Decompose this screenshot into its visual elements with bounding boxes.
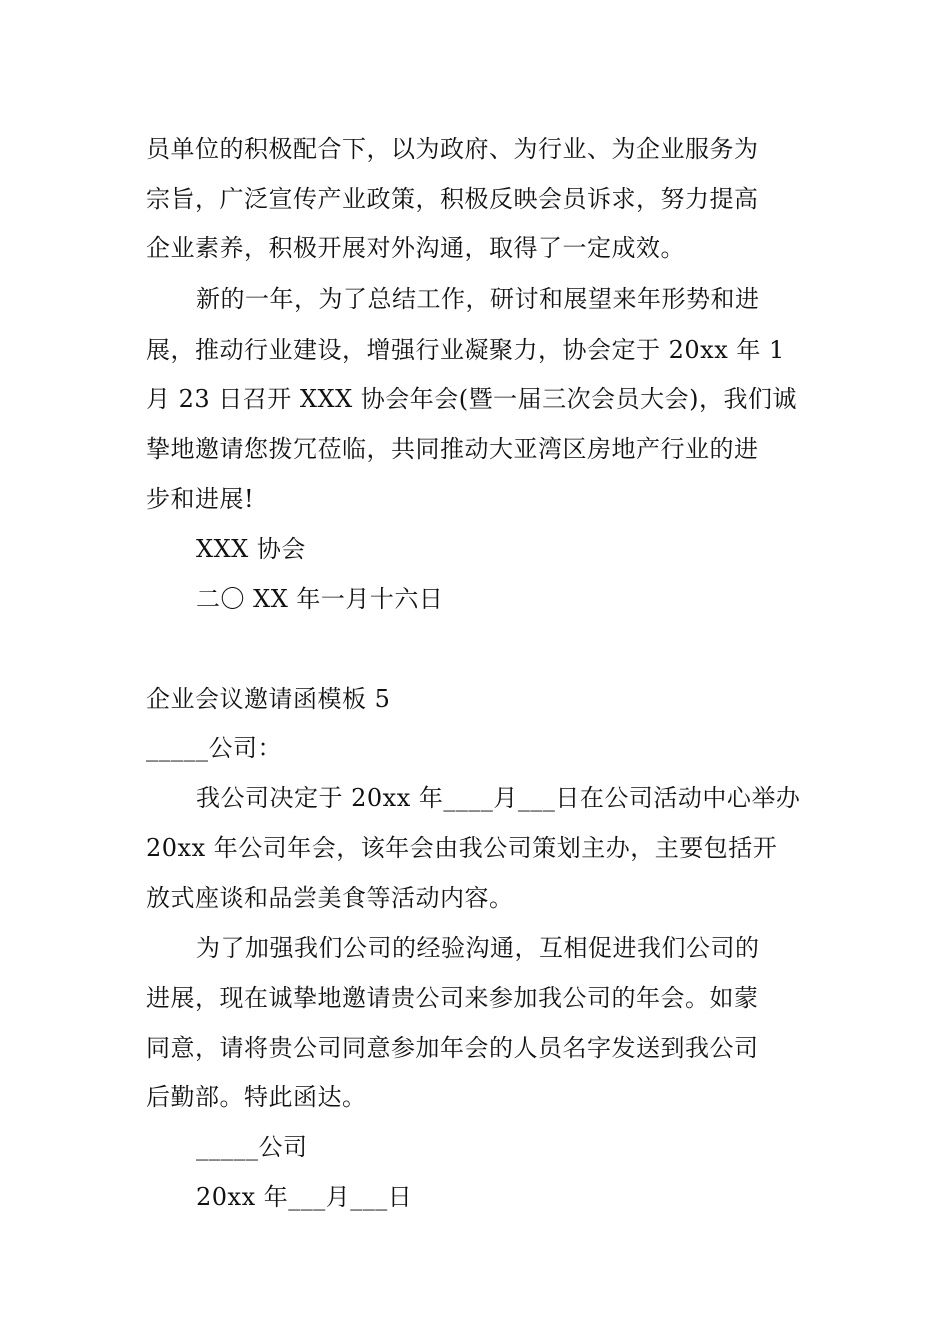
paragraph-line: 我公司决定于 20xx 年____月___日在公司活动中心举办 (196, 784, 801, 812)
paragraph-line: 20xx 年公司年会，该年会由我公司策划主办，主要包括开 (146, 834, 778, 862)
date-line: 20xx 年___月___日 (196, 1183, 413, 1211)
paragraph-line: 员单位的积极配合下，以为政府、为行业、为企业服务为 (146, 135, 759, 163)
signature: _____公司 (196, 1133, 308, 1161)
paragraph-line: 同意，请将贵公司同意参加年会的人员名字发送到我公司 (146, 1034, 759, 1062)
paragraph-line: 展，推动行业建设，增强行业凝聚力，协会定于 20xx 年 1 (146, 336, 785, 364)
paragraph-line: 为了加强我们公司的经验沟通，互相促进我们公司的 (196, 934, 760, 962)
paragraph-line: 月 23 日召开 XXX 协会年会(暨一届三次会员大会)，我们诚 (146, 385, 798, 413)
paragraph-line: 后勤部。特此函达。 (146, 1083, 367, 1111)
paragraph-line: 进展，现在诚挚地邀请贵公司来参加我公司的年会。如蒙 (146, 984, 759, 1012)
paragraph-line: 企业素养，积极开展对外沟通，取得了一定成效。 (146, 234, 685, 262)
section-title: 企业会议邀请函模板 5 (146, 685, 391, 713)
paragraph-line: 新的一年，为了总结工作，研讨和展望来年形势和进 (196, 285, 760, 313)
date-line: 二〇 XX 年一月十六日 (196, 585, 444, 613)
signature: XXX 协会 (196, 535, 306, 563)
salutation: _____公司： (146, 734, 282, 762)
paragraph-line: 步和进展! (146, 485, 255, 513)
paragraph-line: 挚地邀请您拨冗莅临，共同推动大亚湾区房地产行业的进 (146, 435, 759, 463)
paragraph-line: 宗旨，广泛宣传产业政策，积极反映会员诉求，努力提高 (146, 185, 759, 213)
paragraph-line: 放式座谈和品尝美食等活动内容。 (146, 884, 514, 912)
